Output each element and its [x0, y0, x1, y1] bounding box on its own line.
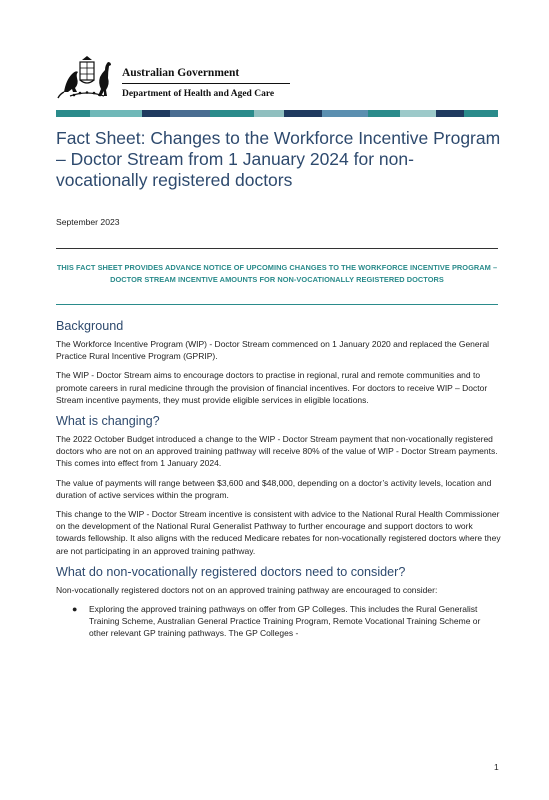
color-bar-segment — [436, 110, 464, 117]
decorative-color-bar — [56, 110, 498, 117]
paragraph: The value of payments will range between $3,600 and $48,000, depending on a doctor’s activity levels, location and duration of active services within the program. — [56, 477, 492, 500]
list-item — [72, 603, 501, 640]
paragraph: This change to the WIP - Doctor Stream incentive is consistent with advice to the National Rural Health Commissioner on the development of the National Rural Generalist Pathway to further encourage and support doctors to work towards fellowship. It also aligns with the reduced Medicare rebates for non-vocationally registered doctors where they are not participating in an approved training pathway. — [56, 509, 501, 556]
divider-bottom — [56, 304, 498, 305]
publication-date: September 2023 — [56, 217, 120, 227]
paragraph: The WIP - Doctor Stream aims to encourage doctors to practise in regional, rural and remote communities and to promote careers in rural medicine through the provision of financial incentives. For doctors to receive WIP – Doctor Stream incentive payments, they must provide eligible services in eligible locations. — [56, 370, 488, 405]
page-number: 1 — [494, 762, 499, 772]
coat-of-arms-icon — [56, 54, 118, 100]
color-bar-segment — [322, 110, 368, 117]
consider-list — [56, 603, 501, 640]
list-item-text: Exploring the approved training pathways on offer from GP Colleges. This includes the Rural Generalist Training Scheme, Australian General Practice Training Program, Remote Vocational Training Scheme or other relevant GP training pathways. The GP Colleges - — [89, 604, 481, 639]
color-bar-segment — [56, 110, 90, 117]
government-header — [56, 52, 306, 102]
color-bar-segment — [400, 110, 436, 117]
advance-notice: THIS FACT SHEET PROVIDES ADVANCE NOTICE OF UPCOMING CHANGES TO THE WORKFORCE INCENTIVE PROGRAM – DOCTOR STREAM INCENTIVE AMOUNTS FOR NON-VOCATIONALLY REGISTERED DOCTORS — [56, 263, 498, 284]
document-body — [56, 318, 501, 640]
document-title: Fact Sheet: Changes to the Workforce Incentive Program – Doctor Stream from 1 January 2024 for non-vocationally registered doctors — [56, 128, 501, 190]
paragraph: Non-vocationally registered doctors not on an approved training pathway are encouraged to consider: — [56, 584, 438, 595]
bullet-icon: ● — [72, 604, 78, 615]
divider-top — [56, 248, 498, 249]
heading-what-is-changing: What is changing? — [56, 414, 160, 429]
paragraph: The 2022 October Budget introduced a change to the WIP - Doctor Stream payment that non-vocationally registered doctors who are not on an approved training pathway will receive 80% of the value of WIP - Doctor Stream payments. This comes into effect from 1 January 2024. — [56, 434, 498, 469]
government-wordmark — [122, 66, 302, 100]
paragraph: The Workforce Incentive Program (WIP) - Doctor Stream commenced on 1 January 2020 and replaced the General Practice Rural Incentive Program (GPRIP). — [56, 339, 490, 362]
government-name: Australian Government — [122, 67, 240, 79]
color-bar-segment — [464, 110, 498, 117]
heading-what-to-consider: What do non-vocationally registered doctors need to consider? — [56, 564, 406, 579]
color-bar-segment — [368, 110, 400, 117]
color-bar-segment — [210, 110, 254, 117]
wordmark-divider — [122, 83, 290, 84]
department-name: Department of Health and Aged Care — [122, 89, 275, 99]
color-bar-segment — [170, 110, 210, 117]
color-bar-segment — [254, 110, 284, 117]
color-bar-segment — [90, 110, 142, 117]
color-bar-segment — [142, 110, 170, 117]
color-bar-segment — [284, 110, 322, 117]
heading-background: Background — [56, 319, 124, 333]
